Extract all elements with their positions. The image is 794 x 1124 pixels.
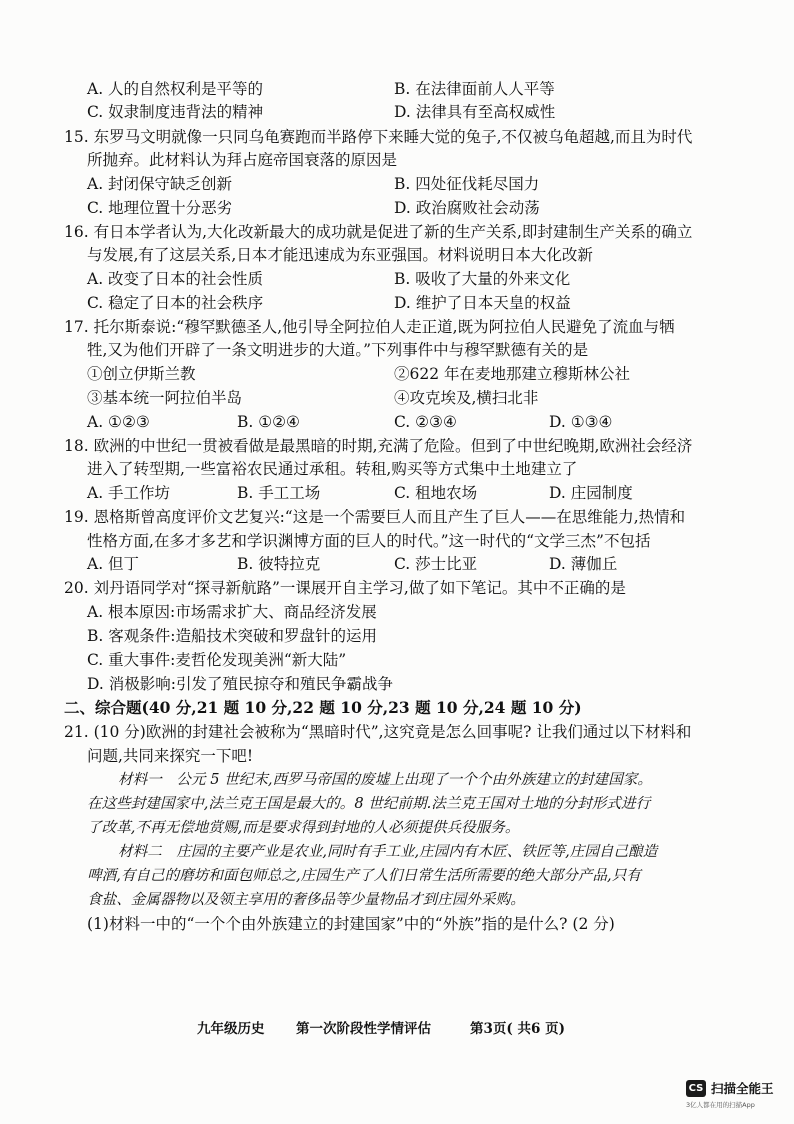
text-line: A. 封闭保守缺乏创新: [87, 175, 233, 193]
text-line: A. 根本原因:市场需求扩大、商品经济发展: [87, 603, 377, 621]
text-line: C. 地理位置十分恶劣: [87, 199, 233, 217]
footer-page-number: 第3页( 共6 页): [470, 1021, 565, 1037]
scanner-tagline: 3亿人都在用的扫描App: [686, 1101, 755, 1109]
text-line: 食盐、金属器物以及领主享用的奢侈品等少量物品才到庄园外采购。: [87, 891, 525, 908]
text-line: 20. 刘丹语同学对“探寻新航路”一课展开自主学习,做了如下笔记。其中不正确的是: [64, 579, 626, 597]
text-line: D. 庄园制度: [549, 484, 633, 502]
text-line: 15. 东罗马文明就像一只同乌龟赛跑而半路停下来睡大觉的兔子,不仅被乌龟超越,而且为时代: [64, 128, 693, 146]
text-line: 17. 托尔斯泰说:“穆罕默德圣人,他引导全阿拉伯人走正道,既为阿拉伯人民避免了流血与牺: [64, 318, 675, 336]
text-line: 16. 有日本学者认为,大化改新最大的成功就是促进了新的生产关系,即封建制生产关系的确立: [64, 223, 693, 241]
text-line: C. 莎士比亚: [394, 555, 478, 573]
text-line: 啤酒,有自己的磨坊和面包师总之,庄园生产了人们日常生活所需要的绝大部分产品,只有: [87, 867, 641, 884]
text-line: C. 奴隶制度违背法的精神: [87, 103, 264, 121]
text-line: 了改革,不再无偿地赏赐,而是要求得到封地的人必须提供兵役服务。: [87, 819, 520, 836]
text-line: 材料一 公元 5 世纪末,西罗马帝国的废墟上出现了一个个由外族建立的封建国家。: [118, 771, 652, 788]
text-line: A. 手工作坊: [87, 484, 171, 502]
text-line: B. 四处征伐耗尽国力: [394, 175, 540, 193]
text-line: ③基本统一阿拉伯半岛: [87, 389, 243, 407]
text-line: (1)材料一中的“一个个由外族建立的封建国家”中的“外族”指的是什么? (2 分): [87, 915, 615, 933]
text-line: D. 消极影响:引发了殖民掠夺和殖民争霸战争: [87, 675, 393, 693]
text-line: ①创立伊斯兰教: [87, 365, 196, 383]
text-line: A. 改变了日本的社会性质: [87, 270, 264, 288]
text-line: D. ①③④: [549, 413, 613, 431]
text-line: B. ①②④: [237, 413, 300, 431]
text-line: 18. 欧洲的中世纪一贯被看做是最黑暗的时期,充满了危险。但到了中世纪晚期,欧洲社会经济: [64, 437, 693, 455]
text-line: C. ②③④: [394, 413, 457, 431]
text-line: 所抛弃。此材料认为拜占庭帝国衰落的原因是: [87, 151, 398, 169]
text-line: A. 但丁: [87, 555, 140, 573]
text-line: B. 客观条件:造船技术突破和罗盘针的运用: [87, 627, 377, 645]
text-line: 在这些封建国家中,法兰克王国是最大的。8 世纪前期.法兰克王国对土地的分封形式进行: [87, 795, 651, 812]
text-line: 进入了转型期,一些富裕农民通过承租。转租,购买等方式集中土地建立了: [87, 460, 578, 478]
scanner-app-name: 扫描全能王: [711, 1081, 774, 1096]
text-line: C. 稳定了日本的社会秩序: [87, 294, 264, 312]
text-line: A. ①②③: [87, 413, 150, 431]
text-line: B. 在法律面前人人平等: [394, 80, 555, 98]
text-line: D. 维护了日本天皇的权益: [394, 294, 571, 312]
text-line: 牲,又为他们开辟了一条文明进步的大道。”下列事件中与穆罕默德有关的是: [87, 341, 589, 359]
text-line: C. 重大事件:麦哲伦发现美洲“新大陆”: [87, 651, 347, 669]
text-line: C. 租地农场: [394, 484, 478, 502]
text-line: B. 彼特拉克: [237, 555, 321, 573]
footer-exam-title: 第一次阶段性学情评估: [296, 1021, 431, 1037]
text-line: D. 法律具有至高权威性: [394, 103, 556, 121]
text-line: D. 政治腐败社会动荡: [394, 199, 540, 217]
text-line: 19. 恩格斯曾高度评价文艺复兴:“这是一个需要巨人而且产生了巨人——在思维能力,热情和: [64, 508, 686, 526]
text-line: D. 薄伽丘: [549, 555, 618, 573]
text-line: B. 吸收了大量的外来文化: [394, 270, 571, 288]
text-line: 二、综合题(40 分,21 题 10 分,22 题 10 分,23 题 10 分,24 题 10 分): [64, 698, 582, 717]
text-line: A. 人的自然权利是平等的: [87, 80, 264, 98]
text-line: B. 手工工场: [237, 484, 321, 502]
text-line: 与发展,有了这层关系,日本才能迅速成为东亚强国。材料说明日本大化改新: [87, 246, 593, 264]
text-line: 材料二 庄园的主要产业是农业,同时有手工业,庄园内有木匠、铁匠等,庄园自己酿造: [118, 843, 658, 860]
text-line: 性格方面,在多才多艺和学识渊博方面的巨人的时代。”这一时代的“文学三杰”不包括: [87, 532, 651, 550]
text-line: 21. (10 分)欧洲的封建社会被称为“黑暗时代”,这究竟是怎么回事呢? 让我们通过以下材料和: [64, 723, 692, 741]
text-line: 问题,共同来探究一下吧!: [87, 747, 254, 765]
text-line: ④攻克埃及,横扫北非: [394, 389, 539, 407]
camscanner-logo-icon: CS: [686, 1080, 706, 1097]
footer-subject: 九年级历史: [197, 1021, 265, 1037]
text-line: ②622 年在麦地那建立穆斯林公社: [394, 365, 631, 383]
